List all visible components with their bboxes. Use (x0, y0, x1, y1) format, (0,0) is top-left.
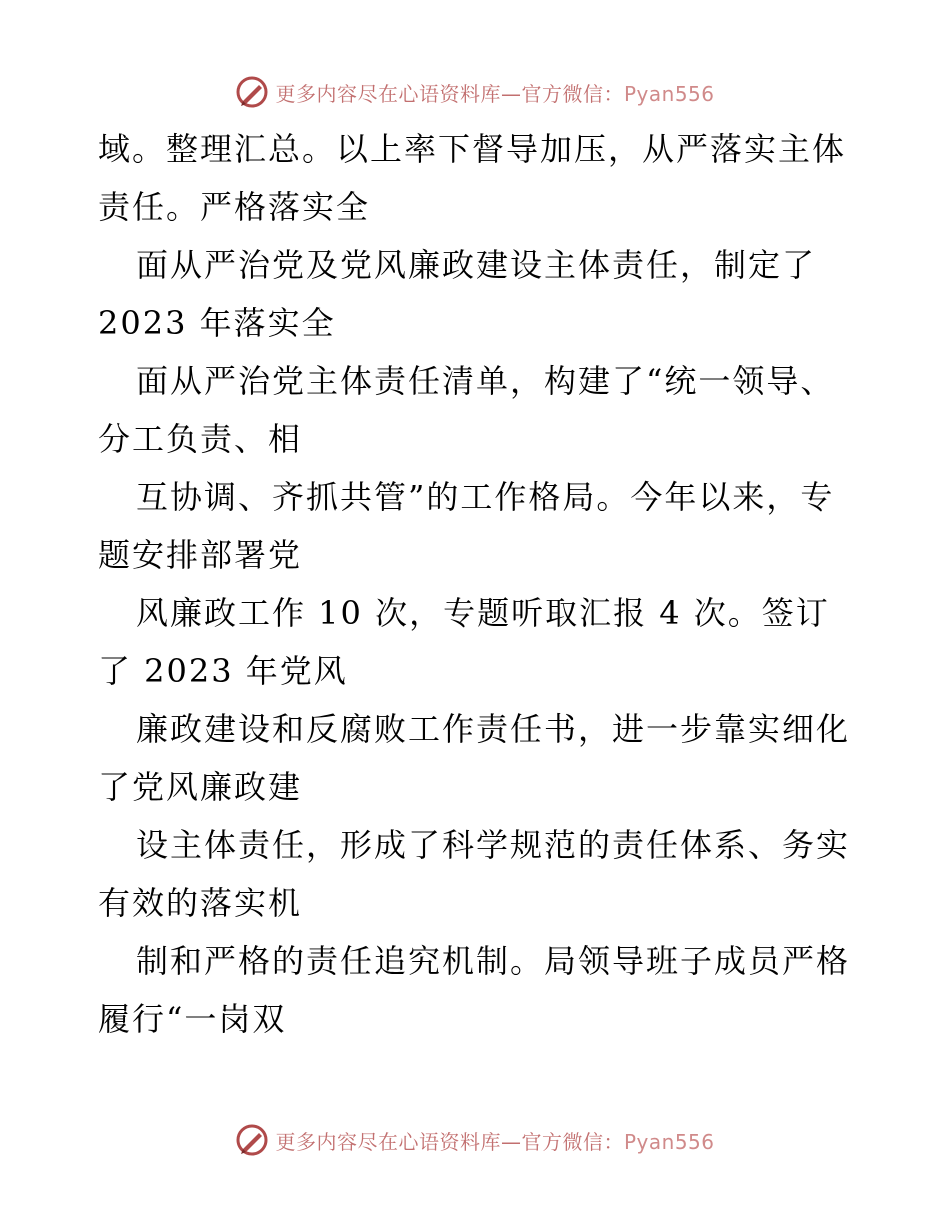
text-line: 域。整理汇总。以上率下督导加压，从严落实主体 (98, 130, 847, 168)
text-line: 设主体责任，形成了科学规范的责任体系、务实 (136, 826, 851, 864)
watermark-text (275, 1126, 714, 1155)
text-line: 互协调、齐抓共管”的工作格局。今年以来，专 (136, 478, 835, 516)
text-line: 了党风廉政建 (98, 768, 303, 806)
watermark-wechat-id: Pyan556 (623, 1129, 715, 1154)
text-line: 制和严格的责任追究机制。局领导班子成员严格 (136, 942, 851, 980)
text-line: 廉政建设和反腐败工作责任书，进一步靠实细化 (136, 710, 851, 748)
watermark-wechat-id: Pyan556 (623, 81, 715, 106)
pen-logo-icon (235, 1123, 269, 1157)
header-watermark (0, 72, 950, 112)
text-line: 有效的落实机 (98, 884, 303, 922)
document-body (98, 120, 858, 1048)
text-line: 题安排部署党 (98, 536, 303, 574)
text-line: 2023 年落实全 (98, 304, 336, 342)
watermark-label: 更多内容尽在心语资料库—官方微信： (275, 1129, 624, 1154)
pen-logo-icon (235, 75, 269, 109)
text-line: 面从严治党主体责任清单，构建了“统一领导、 (136, 362, 835, 400)
footer-watermark (0, 1120, 950, 1160)
watermark-label: 更多内容尽在心语资料库—官方微信： (275, 81, 624, 106)
text-line: 面从严治党及党风廉政建设主体责任，制定了 (136, 246, 817, 284)
text-line: 责任。严格落实全 (98, 188, 371, 226)
text-line: 履行“一岗双 (98, 1000, 287, 1038)
text-line: 分工负责、相 (98, 420, 303, 458)
text-line: 了 2023 年党风 (98, 652, 348, 690)
text-line: 风廉政工作 10 次，专题听取汇报 4 次。签订 (136, 594, 830, 632)
watermark-text (275, 78, 714, 107)
